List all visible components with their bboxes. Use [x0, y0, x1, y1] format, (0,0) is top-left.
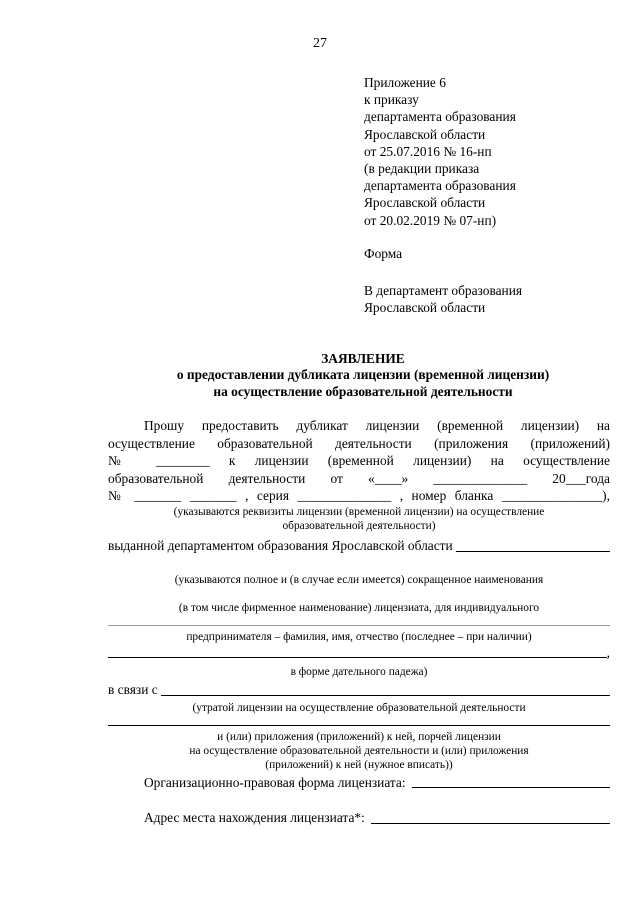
- address-label: Адрес места нахождения лицензиата*:: [144, 810, 365, 826]
- blank-line[interactable]: [108, 715, 610, 726]
- hint-text: (указываются полное и (в случае если имеется) сокращенное наименования: [174, 573, 544, 586]
- hint-text: на осуществление образовательной деятельности и (или) приложения: [189, 744, 529, 757]
- address-row: [108, 809, 610, 827]
- name-field[interactable]: [108, 656, 607, 658]
- appendix-line: от 25.07.2016 № 16-нп: [364, 143, 492, 159]
- comma: ,: [606, 644, 610, 660]
- appendix-line: Приложение 6: [364, 75, 446, 90]
- reason-field[interactable]: [161, 694, 610, 696]
- document-body: [108, 417, 610, 827]
- appendix-line: к приказу: [364, 92, 419, 108]
- issued-field[interactable]: [456, 550, 610, 552]
- body-line: осуществление образовательной деятельности (приложения (приложений): [108, 435, 610, 451]
- name-row: [108, 644, 610, 662]
- appendix-line: (в редакции приказа: [364, 161, 480, 177]
- hint-text: и (или) приложения (приложений) к ней, порчей лицензии: [217, 730, 501, 743]
- body-line: образовательной деятельности от «____» ______________ 20___года: [108, 470, 610, 486]
- hint-text: образовательной деятельности): [282, 519, 436, 532]
- org-form-field[interactable]: [412, 786, 610, 788]
- hint-text: (утратой лицензии на осуществление образовательной деятельности: [192, 701, 526, 714]
- hint-text: в форме дательного падежа): [290, 666, 428, 679]
- address-field[interactable]: [371, 822, 610, 824]
- title-line: о предоставлении дубликата лицензии (временной лицензии): [176, 367, 550, 383]
- org-form-label: Организационно-правовая форма лицензиата:: [144, 774, 406, 790]
- hint-text: предпринимателя – фамилия, имя, отчество (последнее – при наличии): [186, 630, 532, 643]
- issued-row: [108, 537, 610, 555]
- body-line: № ________ к лицензии (временной лицензии) на осуществление: [108, 453, 610, 469]
- title-line: на осуществление образовательной деятельности: [213, 383, 513, 399]
- hint-text: (в том числе фирменное наименование) лицензиата, для индивидуального: [178, 601, 540, 614]
- issued-label: выданной департаментом образования Ярославской области: [108, 537, 453, 553]
- appendix-line: департамента образования: [364, 178, 516, 194]
- appendix-line: от 20.02.2019 № 07-нп): [364, 212, 497, 228]
- page-number: 27: [313, 36, 327, 51]
- title-line: ЗАЯВЛЕНИЕ: [321, 351, 405, 366]
- addressee-line: В департамент образования: [364, 283, 523, 298]
- org-form-row: [108, 774, 610, 792]
- body-line: № _______ _______ , серия ______________ , номер бланка _______________),: [108, 488, 610, 504]
- addressee-block: [364, 282, 522, 316]
- appendix-line: Ярославской области: [364, 126, 486, 142]
- appendix-line: департамента образования: [364, 109, 516, 125]
- hint-text: (приложений) к ней (нужное вписать)): [265, 758, 453, 771]
- appendix-block: [364, 74, 516, 229]
- document-title: [108, 351, 618, 400]
- addressee-line: Ярославской области: [364, 300, 486, 316]
- appendix-line: Ярославской области: [364, 195, 486, 211]
- hint-text: (указываются реквизиты лицензии (временной лицензии) на осуществление: [173, 505, 545, 518]
- reason-label: в связи с: [108, 682, 158, 698]
- body-line: Прошу предоставить дубликат лицензии (временной лицензии) на: [144, 418, 610, 433]
- blank-line[interactable]: [108, 615, 610, 626]
- reason-row: [108, 681, 610, 699]
- form-label: Форма: [364, 246, 403, 261]
